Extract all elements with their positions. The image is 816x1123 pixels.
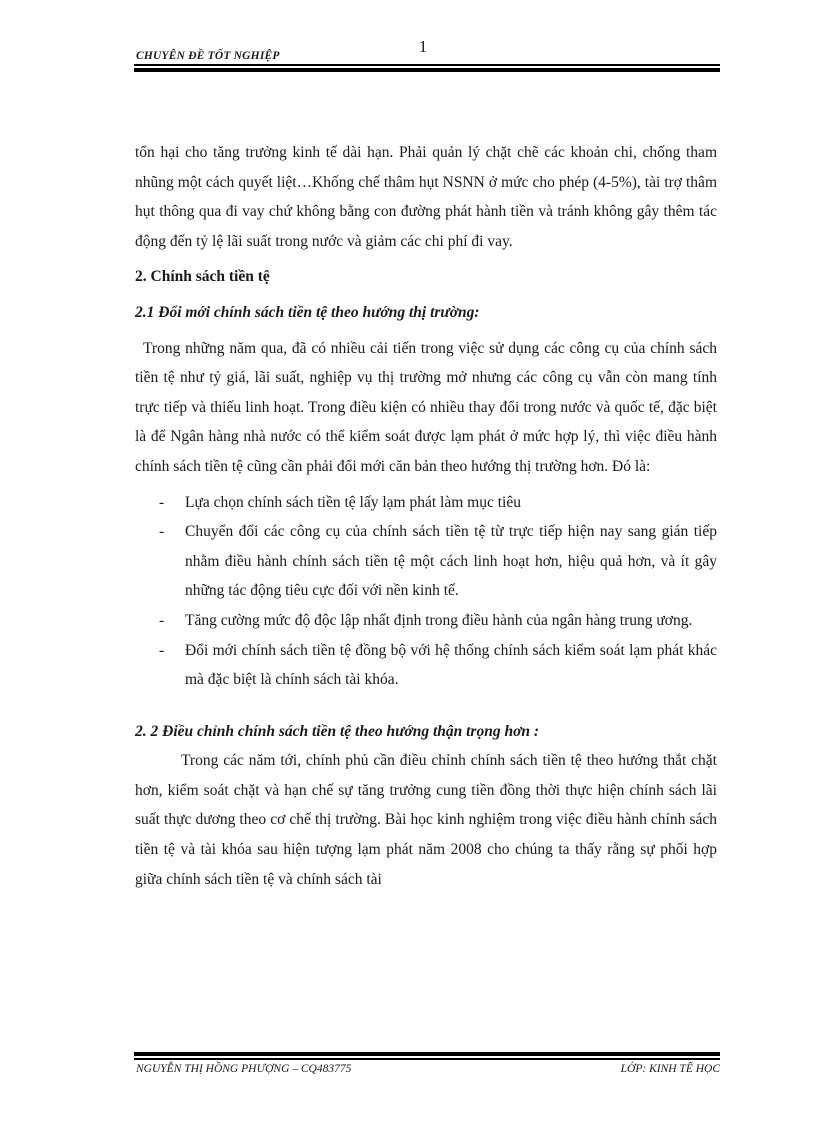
list-item bbox=[135, 636, 717, 695]
list-item bbox=[135, 517, 717, 606]
list-item-text: Lựa chọn chính sách tiền tệ lấy lạm phát làm mục tiêu bbox=[185, 493, 521, 511]
page-body bbox=[135, 138, 717, 894]
list-item bbox=[135, 488, 717, 518]
list-item-text: Đổi mới chính sách tiền tệ đồng bộ với hệ thống chính sách kiểm soát lạm phát khác mà đặc biệt là chính sách tài khóa. bbox=[185, 641, 717, 689]
footer-class: LỚP: KINH TẾ HỌC bbox=[620, 1063, 720, 1075]
list-item bbox=[135, 606, 717, 636]
bullet-dash: - bbox=[159, 641, 165, 659]
intro-paragraph: tổn hại cho tăng trưởng kinh tế dài hạn. Phải quản lý chặt chẽ các khoản chi, chống tham nhũng một cách quyết liệt…Khống chế thâm hụt NSNN ở mức cho phép (4-5%), tài trợ thâm hụt thông qua đi vay chứ không bằng con đường phát hành tiền và tránh không gây thêm tác động đến tỷ lệ lãi suất trong nước và giảm các chi phí đi vay. bbox=[135, 144, 717, 250]
bullet-dash: - bbox=[159, 523, 165, 541]
bullet-dash: - bbox=[159, 493, 165, 511]
footer-author: NGUYỄN THỊ HỒNG PHƯỢNG – CQ483775 bbox=[136, 1063, 352, 1075]
subsection1-heading: 2.1 Đổi mới chính sách tiền tệ theo hướng thị trường: bbox=[135, 303, 480, 321]
list-item-text: Tăng cường mức độ độc lập nhất định trong điều hành của ngân hàng trung ương. bbox=[185, 611, 693, 629]
bullet-dash: - bbox=[159, 611, 165, 629]
subsection2-paragraph: Trong các năm tới, chính phủ cần điều chỉnh chính sách tiền tệ theo hướng thắt chặt hơn, kiểm soát chặt và hạn chế sự tăng trưởng cung tiền đồng thời thực hiện chính sách lãi suất thực dương theo cơ chế thị trường. Bài học kinh nghiệm trong việc điều hành chính sách tiền tệ và tài khóa sau hiện tượng lạm phát năm 2008 cho chúng ta thấy rằng sự phối hợp giữa chính sách tiền tệ và chính sách tài bbox=[135, 752, 717, 888]
list-item-text: Chuyển đổi các công cụ của chính sách tiền tệ từ trực tiếp hiện nay sang gián tiếp nhằm điều hành chính sách tiền tệ một cách linh hoạt hơn, hiệu quả hơn, và ít gây những tác động tiêu cực đối với nền kinh tế. bbox=[185, 523, 717, 600]
page-number: 1 bbox=[418, 37, 428, 56]
header-divider bbox=[134, 64, 720, 72]
footer-divider bbox=[134, 1052, 720, 1060]
header-title: CHUYÊN ĐỀ TỐT NGHIỆP bbox=[136, 50, 280, 62]
subsection1-paragraph: Trong những năm qua, đã có nhiều cải tiến trong việc sử dụng các công cụ của chính sách tiền tệ như tỷ giá, lãi suất, nghiệp vụ thị trường mở nhưng các công cụ vẫn còn mang tính trực tiếp và thiếu linh hoạt. Trong điều kiện có nhiều thay đổi trong nước và quốc tế, đặc biệt là để Ngân hàng nhà nước có thể kiểm soát được lạm phát ở mức hợp lý, thì việc điều hành chính sách tiền tệ cũng cần phải đổi mới căn bản theo hướng thị trường hơn. Đó là: bbox=[135, 339, 717, 475]
section-heading: 2. Chính sách tiền tệ bbox=[135, 268, 270, 286]
bullet-list bbox=[135, 488, 717, 695]
subsection2-heading: 2. 2 Điều chỉnh chính sách tiền tệ theo hướng thận trọng hơn : bbox=[135, 722, 540, 740]
spacer bbox=[135, 695, 717, 717]
